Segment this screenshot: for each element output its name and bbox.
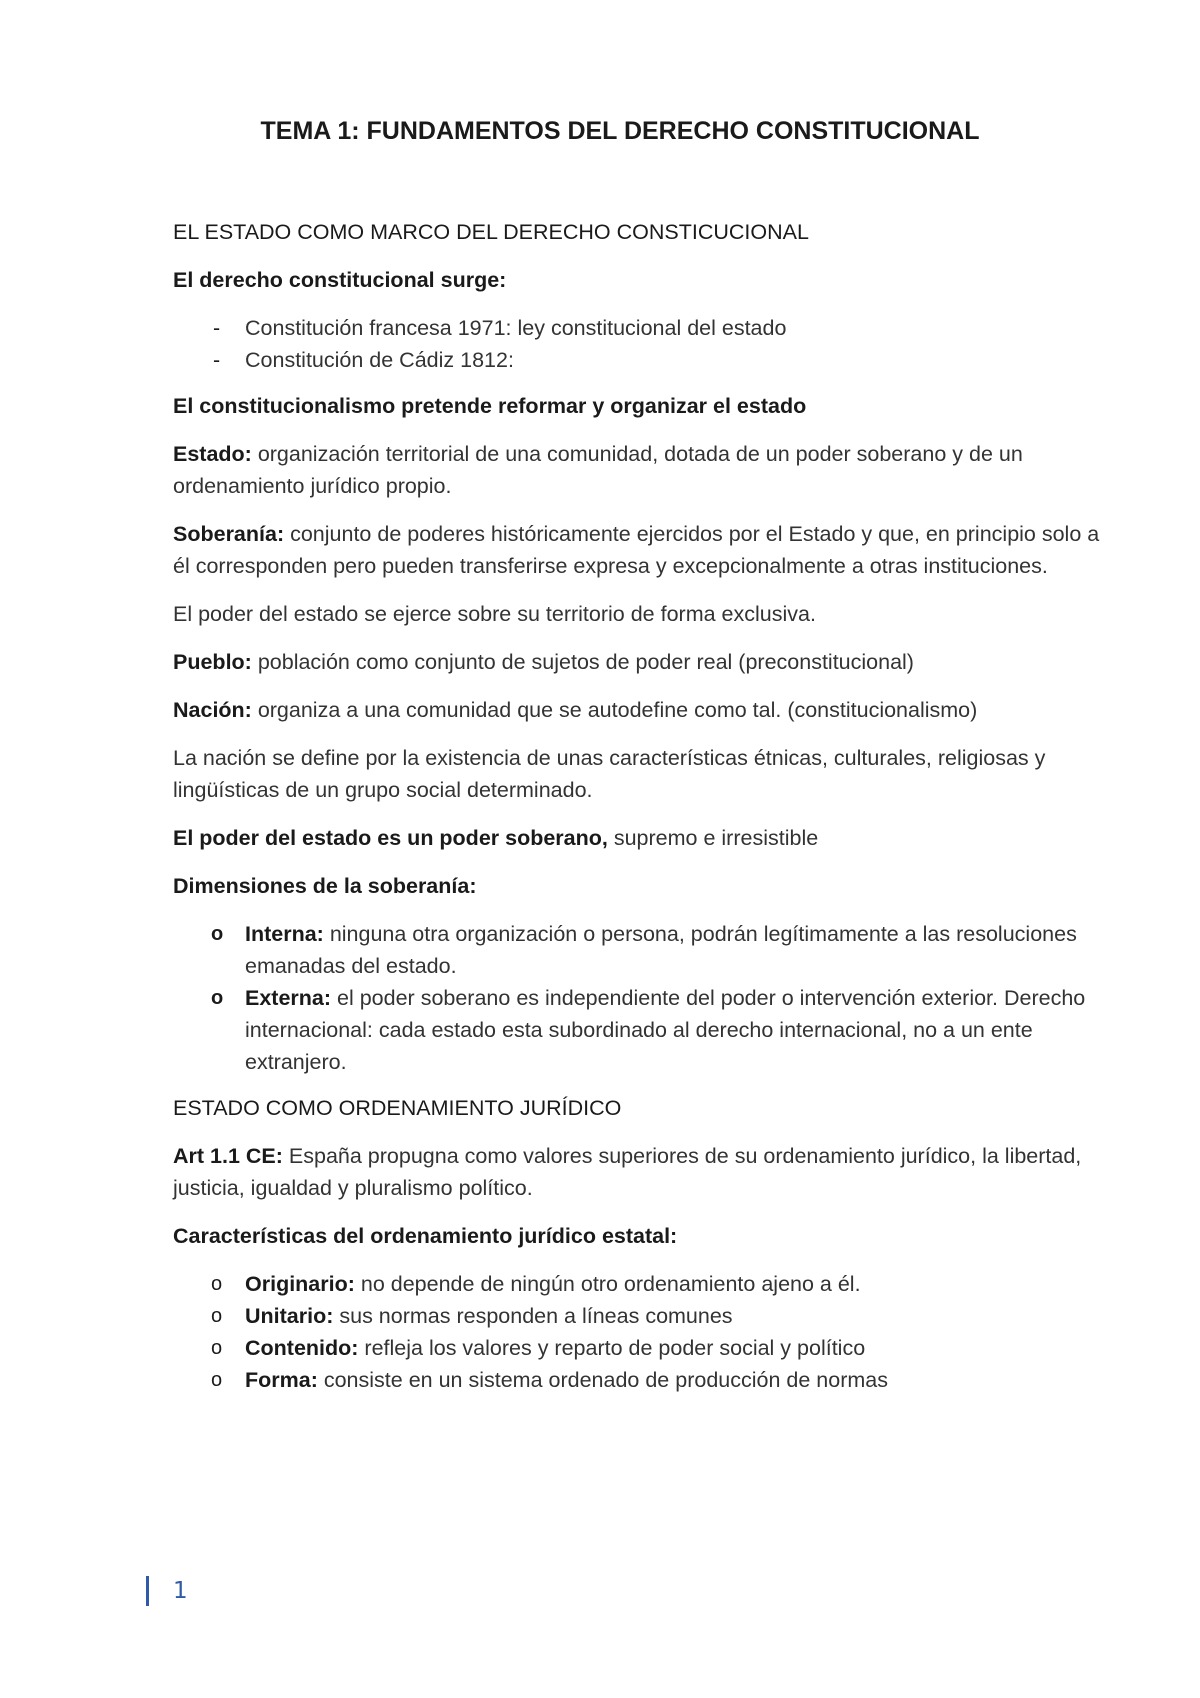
list-item <box>173 344 1113 376</box>
section-heading-ordenamiento: ESTADO COMO ORDENAMIENTO JURÍDICO <box>173 1096 622 1120</box>
page-number: 1 <box>146 1576 188 1606</box>
dash-bullet: - <box>213 316 221 340</box>
definition-term: Pueblo: <box>173 650 252 674</box>
document-title: TEMA 1: FUNDAMENTOS DEL DERECHO CONSTITUCIONAL <box>260 117 980 145</box>
constitucionalismo-line: El constitucionalismo pretende reformar y organizar el estado <box>173 394 807 418</box>
definition-term: Nación: <box>173 698 252 722</box>
definition-text: organiza a una comunidad que se autodefine como tal. (constitucionalismo) <box>251 698 978 722</box>
list-item <box>173 1364 1113 1396</box>
definition-text: población como conjunto de sujetos de poder real (preconstitucional) <box>251 650 914 674</box>
dimensiones-list <box>173 918 1113 1078</box>
list-item <box>173 918 1113 982</box>
surge-label: El derecho constitucional surge: <box>173 268 507 292</box>
list-item-term: Unitario: <box>245 1304 334 1328</box>
list-item-term: Interna: <box>245 922 324 946</box>
definition-text: conjunto de poderes históricamente ejercidos por el Estado y que, en principio solo a él corresponden pero pueden transferirse expresa y excepcionalmente a otras instituciones. <box>173 522 1100 578</box>
pueblo-definition <box>173 646 1113 678</box>
definition-text: organización territorial de una comunidad, dotada de un poder soberano y de un ordenamiento jurídico propio. <box>173 442 1023 498</box>
definition-term: Art 1.1 CE: <box>173 1144 283 1168</box>
list-item-text: Constitución de Cádiz 1812: <box>245 348 514 372</box>
definition-term: Soberanía: <box>173 522 285 546</box>
list-item <box>173 982 1113 1078</box>
nacion-define-paragraph: La nación se define por la existencia de unas características étnicas, culturales, religiosas y lingüísticas de un grupo social determinado. <box>173 746 1046 802</box>
document-body <box>173 216 1113 1410</box>
caracteristicas-label: Características del ordenamiento jurídico estatal: <box>173 1224 678 1248</box>
paragraph-text: supremo e irresistible <box>607 826 819 850</box>
definition-term: Estado: <box>173 442 252 466</box>
list-item <box>173 1332 1113 1364</box>
list-item-term: Forma: <box>245 1368 318 1392</box>
list-item-text: Constitución francesa 1971: ley constitucional del estado <box>245 316 787 340</box>
surge-list <box>173 312 1113 376</box>
circle-bullet: o <box>211 1305 223 1327</box>
list-item-text: consiste en un sistema ordenado de producción de normas <box>317 1368 888 1392</box>
list-item-text: no depende de ningún otro ordenamiento ajeno a él. <box>354 1272 861 1296</box>
art-paragraph <box>173 1140 1113 1204</box>
list-item-text: el poder soberano es independiente del poder o intervención exterior. Derecho internacional: cada estado esta subordinado al derecho internacional, no a un ente extranjero. <box>245 986 1086 1074</box>
list-item <box>173 1268 1113 1300</box>
list-item <box>173 1300 1113 1332</box>
estado-definition <box>173 438 1113 502</box>
list-item-text: sus normas responden a líneas comunes <box>333 1304 733 1328</box>
list-item-term: Contenido: <box>245 1336 359 1360</box>
definition-text: España propugna como valores superiores de su ordenamiento jurídico, la libertad, justicia, igualdad y pluralismo político. <box>173 1144 1082 1200</box>
list-item-text: refleja los valores y reparto de poder social y político <box>358 1336 866 1360</box>
list-item <box>173 312 1113 344</box>
caracteristicas-list <box>173 1268 1113 1396</box>
circle-bullet: o <box>211 987 224 1009</box>
circle-bullet: o <box>211 923 224 945</box>
circle-bullet: o <box>211 1273 223 1295</box>
circle-bullet: o <box>211 1369 223 1391</box>
poder-territorio-paragraph: El poder del estado se ejerce sobre su territorio de forma exclusiva. <box>173 602 816 626</box>
nacion-definition <box>173 694 1113 726</box>
emphasis-text: El poder del estado es un poder soberano, <box>173 826 608 850</box>
poder-soberano-paragraph <box>173 822 1113 854</box>
circle-bullet: o <box>211 1337 223 1359</box>
dimensiones-label: Dimensiones de la soberanía: <box>173 874 477 898</box>
soberania-definition <box>173 518 1113 582</box>
list-item-term: Originario: <box>245 1272 355 1296</box>
section-heading-estado-marco: EL ESTADO COMO MARCO DEL DERECHO CONSTICUCIONAL <box>173 220 809 244</box>
list-item-text: ninguna otra organización o persona, podrán legítimamente a las resoluciones emanadas del estado. <box>245 922 1077 978</box>
dash-bullet: - <box>213 348 221 372</box>
list-item-term: Externa: <box>245 986 332 1010</box>
